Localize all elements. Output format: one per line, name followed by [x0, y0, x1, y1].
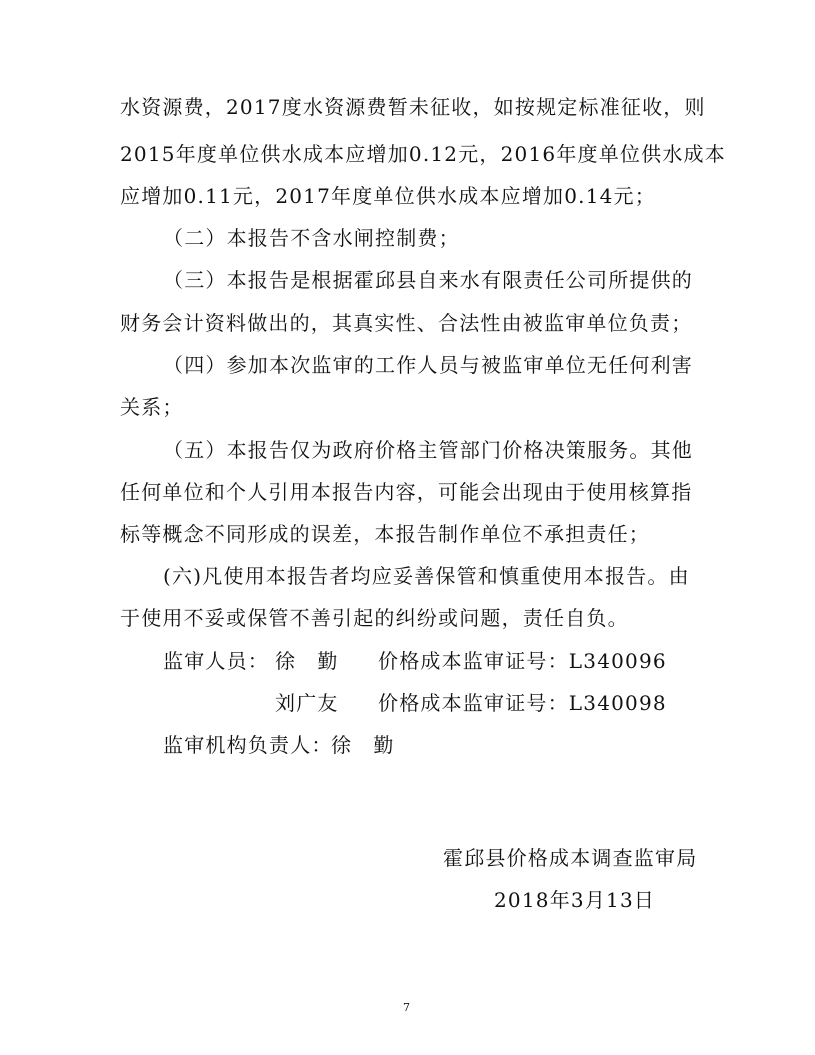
paragraph-line: 水资源费，2017度水资源费暂未征收，如按规定标准征收，则: [120, 95, 706, 119]
auditor-cert: 价格成本监审证号：L340098: [378, 691, 667, 715]
paragraph-line: 财务会计资料做出的，其真实性、合法性由被监审单位负责；: [120, 311, 693, 335]
paragraph-line: （二）本报告不含水闸控制费；: [163, 226, 460, 250]
paragraph-line: 标等概念不同形成的误差，本报告制作单位不承担责任；: [120, 522, 650, 546]
paragraph-line: 2015年度单位供水成本应增加0.12元，2016年度单位供水成本: [120, 142, 726, 166]
paragraph-line: 任何单位和个人引用本报告内容，可能会出现由于使用核算指: [120, 480, 693, 504]
paragraph-line: （三）本报告是根据霍邱县自来水有限责任公司所提供的: [163, 268, 693, 292]
responsible-name: 徐 勤: [331, 733, 395, 757]
auditor-cert: 价格成本监审证号：L340096: [378, 649, 667, 673]
issue-date: 2018年3月13日: [494, 888, 656, 912]
paragraph-line: 于使用不妥或保管不善引起的纠纷或问题，责任自负。: [120, 606, 629, 630]
paragraph-line: （四）参加本次监审的工作人员与被监审单位无任何利害: [163, 353, 693, 377]
paragraph-line: 应增加0.11元，2017年度单位供水成本应增加0.14元；: [120, 184, 656, 208]
paragraph-line: (六)凡使用本报告者均应妥善保管和慎重使用本报告。由: [163, 564, 690, 588]
paragraph-line: （五）本报告仅为政府价格主管部门价格决策服务。其他: [163, 438, 693, 462]
page-number: 7: [403, 1001, 410, 1014]
paragraph-line: 关系；: [120, 395, 184, 419]
auditor-name: 徐 勤: [275, 649, 339, 673]
responsible-label: 监审机构负责人：: [163, 733, 333, 757]
auditor-name: 刘广友: [275, 691, 339, 715]
issuing-organization: 霍邱县价格成本调查监审局: [443, 846, 698, 870]
auditors-label: 监审人员：: [163, 649, 269, 673]
